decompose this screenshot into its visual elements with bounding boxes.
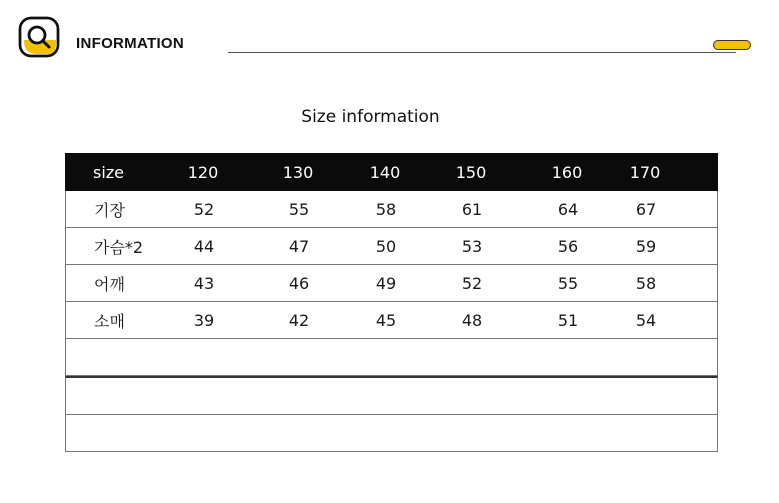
header-cell: 150 bbox=[455, 162, 487, 182]
empty-table-row bbox=[65, 376, 718, 415]
search-icon bbox=[18, 16, 60, 58]
row-label: 기장 bbox=[94, 200, 125, 220]
table-row bbox=[65, 265, 718, 302]
header-cell: 120 bbox=[187, 162, 219, 182]
table-cell: 59 bbox=[635, 236, 657, 256]
header-pill-decoration bbox=[713, 40, 751, 50]
page-title: Size information bbox=[301, 107, 440, 127]
table-cell: 55 bbox=[557, 273, 579, 293]
header-cell: 170 bbox=[629, 162, 661, 182]
table-cell: 49 bbox=[375, 273, 397, 293]
table-cell: 50 bbox=[375, 236, 397, 256]
table-cell: 64 bbox=[557, 199, 579, 219]
header-cell: 160 bbox=[551, 162, 583, 182]
table-cell: 47 bbox=[288, 236, 310, 256]
table-cell: 46 bbox=[288, 273, 310, 293]
table-header-row bbox=[65, 153, 718, 191]
table-row bbox=[65, 302, 718, 339]
table-cell: 42 bbox=[288, 310, 310, 330]
header-cell: 130 bbox=[282, 162, 314, 182]
row-label: 가슴*2 bbox=[94, 237, 144, 257]
table-cell: 48 bbox=[461, 310, 483, 330]
table-cell: 53 bbox=[461, 236, 483, 256]
table-cell: 43 bbox=[193, 273, 215, 293]
table-cell: 58 bbox=[635, 273, 657, 293]
table-cell: 44 bbox=[193, 236, 215, 256]
empty-table-row bbox=[65, 339, 718, 376]
header-divider bbox=[228, 52, 736, 53]
table-cell: 39 bbox=[193, 310, 215, 330]
table-cell: 58 bbox=[375, 199, 397, 219]
table-row bbox=[65, 191, 718, 228]
table-cell: 45 bbox=[375, 310, 397, 330]
table-cell: 54 bbox=[635, 310, 657, 330]
header-cell: size bbox=[93, 162, 125, 182]
row-label: 소매 bbox=[94, 311, 125, 331]
table-cell: 52 bbox=[193, 199, 215, 219]
table-cell: 52 bbox=[461, 273, 483, 293]
table-cell: 51 bbox=[557, 310, 579, 330]
row-label: 어깨 bbox=[94, 274, 125, 294]
table-cell: 67 bbox=[635, 199, 657, 219]
empty-table-row bbox=[65, 415, 718, 452]
header-cell: 140 bbox=[369, 162, 401, 182]
table-cell: 61 bbox=[461, 199, 483, 219]
table-cell: 55 bbox=[288, 199, 310, 219]
information-label: INFORMATION bbox=[76, 35, 185, 52]
size-table bbox=[65, 153, 718, 452]
table-row bbox=[65, 228, 718, 265]
table-cell: 56 bbox=[557, 236, 579, 256]
